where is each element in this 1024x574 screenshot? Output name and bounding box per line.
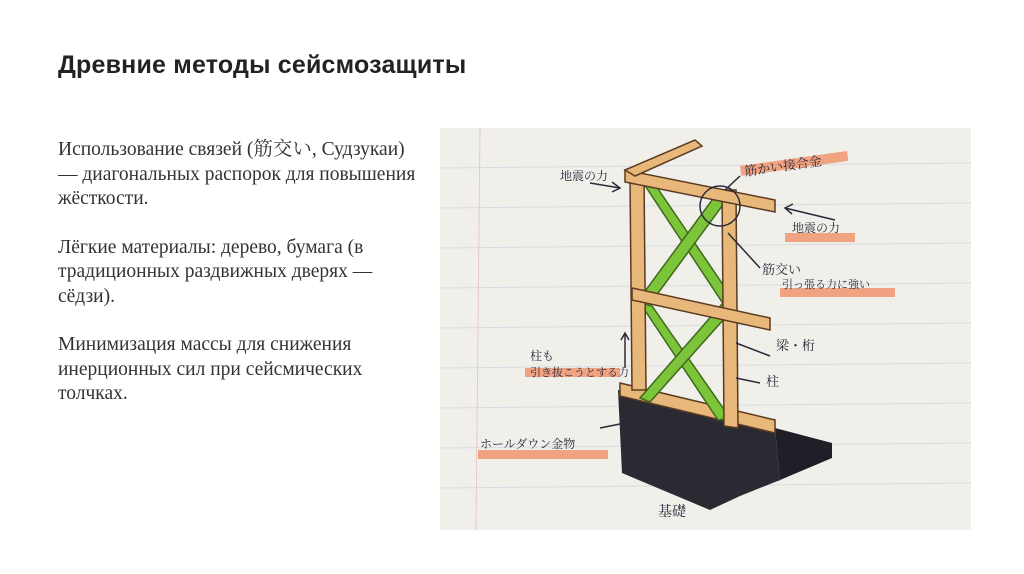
label-column-note-2: 引き抜こうとする力 bbox=[530, 366, 629, 379]
label-brace: 筋交い bbox=[762, 263, 802, 278]
label-force-left: 地震の力 bbox=[560, 169, 609, 183]
label-column: 柱 bbox=[766, 375, 780, 390]
label-column-note-1: 柱も bbox=[530, 349, 555, 363]
paragraph-bracing: Использование связей (筋交い, Судзукаи) — диагональных распорок для повышения жёсткости. bbox=[58, 139, 416, 209]
label-force-right: 地震の力 bbox=[792, 221, 841, 235]
frame-sketch-photo bbox=[440, 128, 971, 530]
label-sill: 土台 bbox=[758, 469, 783, 483]
label-holdown: ホールダウン金物 bbox=[480, 437, 576, 451]
frame-sketch bbox=[440, 128, 971, 530]
label-brace-note: 引っ張る力に強い bbox=[782, 278, 870, 291]
paragraph-mass: Минимизация массы для снижения инерционных сил при сейсмических толчках. bbox=[58, 334, 363, 404]
roof-rafter bbox=[625, 140, 702, 176]
label-brace-fitting: 筋かい接合金 bbox=[743, 154, 823, 180]
column-left bbox=[630, 176, 646, 390]
label-beam: 梁・桁 bbox=[776, 339, 816, 354]
slide-body bbox=[58, 138, 418, 431]
paragraph-materials: Лёгкие материалы: дерево, бумага (в традиционных раздвижных дверях — сёдзи). bbox=[58, 236, 373, 307]
slide-title: Древние методы сейсмозащиты bbox=[58, 51, 467, 79]
label-foundation: 基礎 bbox=[658, 504, 686, 520]
